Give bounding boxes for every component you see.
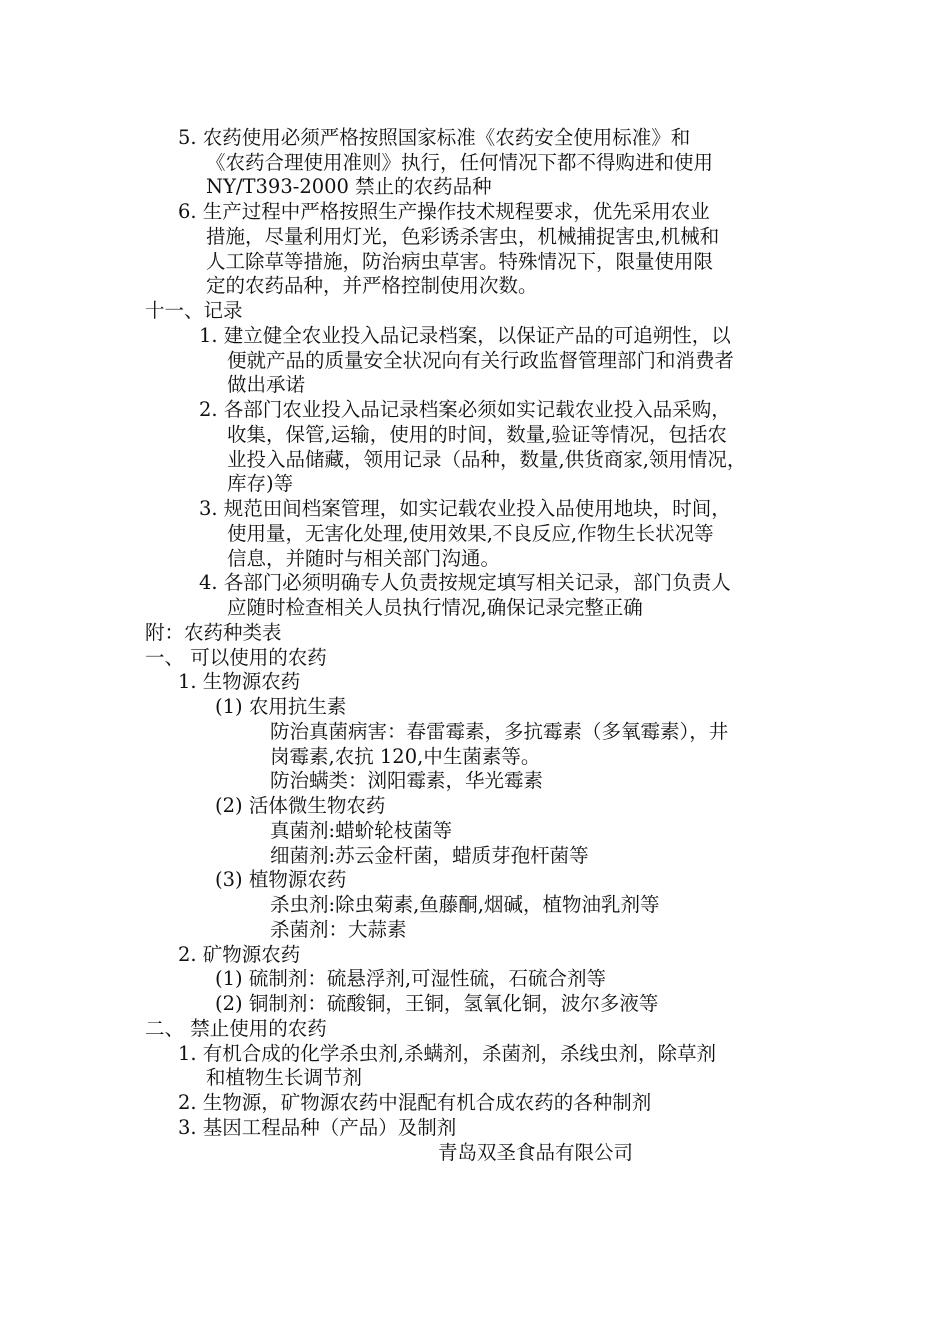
text-line: (1) 硫制剂：硫悬浮剂,可湿性硫，石硫合剂等 xyxy=(215,967,607,990)
text-line: 应随时检查相关人员执行情况,确保记录完整正确 xyxy=(227,596,643,619)
text-line: 信息，并随时与相关部门沟通。 xyxy=(227,547,501,570)
text-line: 杀菌剂：大蒜素 xyxy=(270,918,407,941)
text-line: 5. 农药使用必须严格按照国家标准《农药安全使用标准》和 xyxy=(178,126,691,149)
text-line: 1. 生物源农药 xyxy=(178,670,301,693)
text-line: 杀虫剂:除虫菊素,鱼藤酮,烟碱，植物油乳剂等 xyxy=(270,893,660,916)
text-line: 真菌剂:蜡蚧轮枝菌等 xyxy=(270,819,453,842)
text-line: 3. 基因工程品种（产品）及制剂 xyxy=(178,1116,457,1139)
section-heading: 一、 可以使用的农药 xyxy=(145,646,327,669)
text-line: 防治螨类：浏阳霉素，华光霉素 xyxy=(270,769,544,792)
text-line: 1. 建立健全农业投入品记录档案，以保证产品的可追朔性，以 xyxy=(199,324,731,347)
text-line: 3. 规范田间档案管理，如实记载农业投入品使用地块，时间， xyxy=(199,497,731,520)
text-line: 措施，尽量利用灯光，色彩诱杀害虫，机械捕捉害虫,机械和 xyxy=(206,225,720,248)
text-line: (1) 农用抗生素 xyxy=(215,695,347,718)
text-line: 便就产品的质量安全状况向有关行政监督管理部门和消费者 xyxy=(227,349,735,372)
text-line: 6. 生产过程中严格按照生产操作技术规程要求，优先采用农业 xyxy=(178,200,710,223)
text-line: 定的农药品种，并严格控制使用次数。 xyxy=(206,274,538,297)
text-line: 细菌剂:苏云金杆菌，蜡质芽孢杆菌等 xyxy=(270,844,589,867)
text-line: (3) 植物源农药 xyxy=(215,868,347,891)
text-line: 《农药合理使用准则》执行，任何情况下都不得购进和使用 xyxy=(206,151,714,174)
section-heading: 附：农药种类表 xyxy=(145,621,282,644)
text-line: 2. 生物源，矿物源农药中混配有机合成农药的各种制剂 xyxy=(178,1091,652,1114)
text-line: 2. 各部门农业投入品记录档案必须如实记载农业投入品采购， xyxy=(199,398,731,421)
text-line: 防治真菌病害：春雷霉素，多抗霉素（多氧霉素），井 xyxy=(270,720,729,743)
company-signature: 青岛双圣食品有限公司 xyxy=(438,1141,634,1164)
text-line: 1. 有机合成的化学杀虫剂,杀螨剂，杀菌剂，杀线虫剂，除草剂 xyxy=(178,1042,717,1065)
text-line: 库存)等 xyxy=(227,472,294,495)
section-heading: 十一、记录 xyxy=(145,299,243,322)
text-line: (2) 铜制剂：硫酸铜，王铜，氢氧化铜，波尔多液等 xyxy=(215,992,659,1015)
text-line: 使用量，无害化处理,使用效果,不良反应,作物生长状况等 xyxy=(227,522,714,545)
text-line: 4. 各部门必须明确专人负责按规定填写相关记录，部门负责人 xyxy=(199,571,731,594)
text-line: 业投入品储藏，领用记录（品种，数量,供货商家,领用情况， xyxy=(227,448,747,471)
section-heading: 二、 禁止使用的农药 xyxy=(145,1017,327,1040)
text-line: 岗霉素,农抗 120,中生菌素等。 xyxy=(270,745,541,768)
text-line: (2) 活体微生物农药 xyxy=(215,794,386,817)
text-line: 做出承诺 xyxy=(227,373,306,396)
text-line: 人工除草等措施，防治病虫草害。特殊情况下，限量使用限 xyxy=(206,250,714,273)
text-line: 收集，保管,运输，使用的时间，数量,验证等情况，包括农 xyxy=(227,423,727,446)
text-line: 和植物生长调节剂 xyxy=(206,1066,363,1089)
text-line: 2. 矿物源农药 xyxy=(178,943,301,966)
text-line: NY/T393-2000 禁止的农药品种 xyxy=(206,175,492,198)
